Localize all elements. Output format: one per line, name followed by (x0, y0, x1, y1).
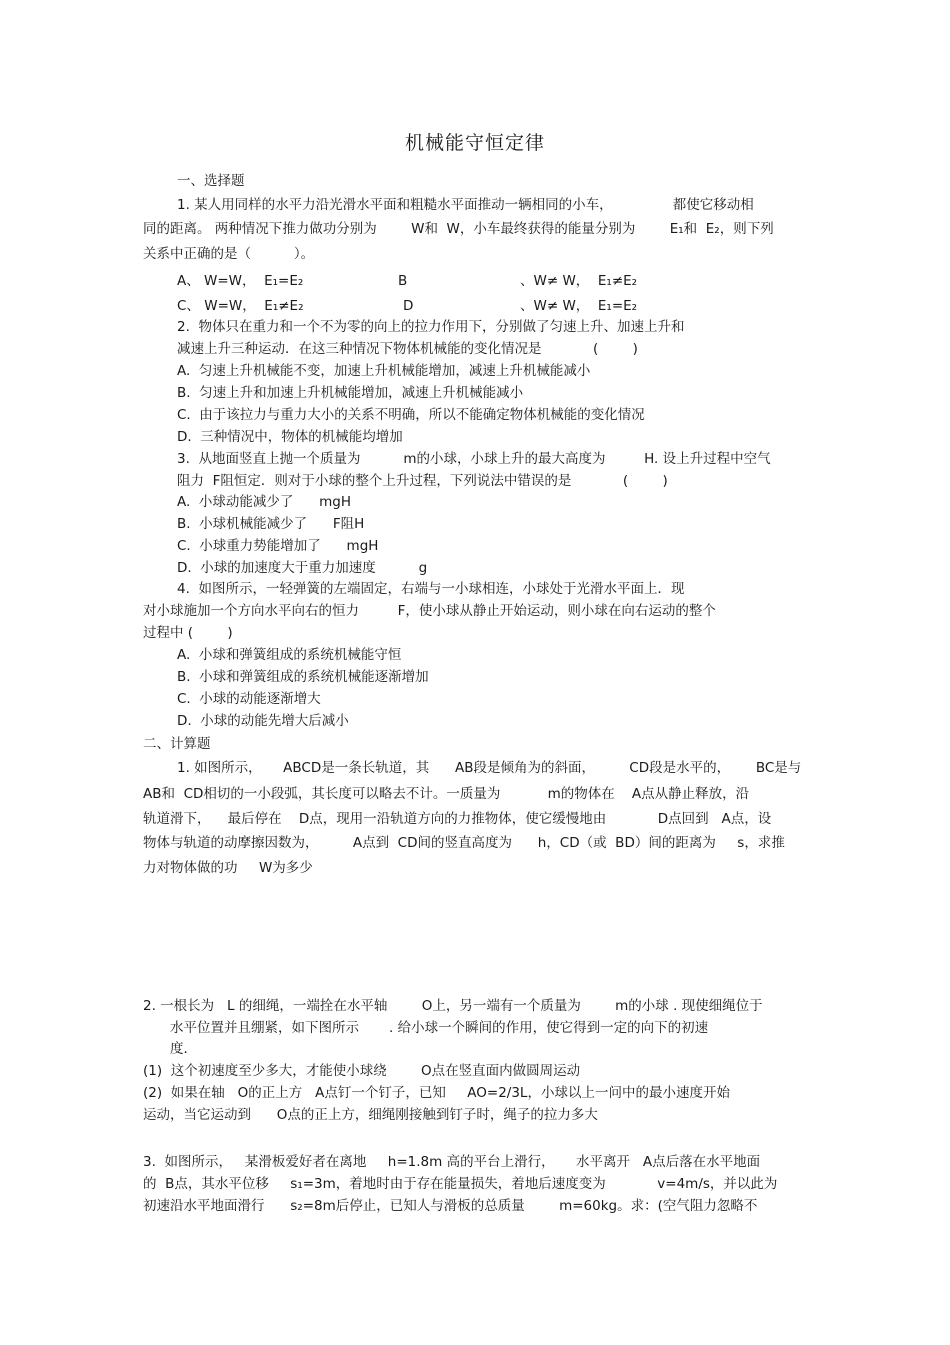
q4-line2: 对小球施加一个方向水平向右的恒力 F，使小球从静止开始运动，则小球在向右运动的整个 (143, 603, 716, 619)
q3-option-a: A. 小球动能减少了 mgH (177, 494, 351, 510)
page-title: 机械能守恒定律 (404, 132, 545, 154)
q2-option-d: D. 三种情况中，物体的机械能均增加 (177, 429, 403, 445)
q2-option-a: A. 匀速上升机械能不变，加速上升机械能增加，减速上升机械能减小 (177, 363, 591, 379)
c1-line1: 1. 如图所示， ABCD是一条长轨道，其 AB段是倾角为的斜面， CD段是水平的， BC是与 (177, 760, 802, 776)
q3-option-b: B. 小球机械能减少了 F阻H (177, 516, 365, 532)
c2-line5: (2) 如果在轴 O的正上方 A点钉一个钉子，已知 AO=2/3L，小球以上一问中的最小速度开始 (143, 1085, 730, 1101)
q4-option-d: D. 小球的动能先增大后减小 (177, 713, 349, 729)
q1-line3: 关系中正确的是（ ）。 (143, 246, 315, 262)
q4-line1: 4. 如图所示，一轻弹簧的左端固定，右端与一小球相连，小球处于光滑水平面上．现 (177, 581, 685, 597)
q1-line1: 1. 某人用同样的水平力沿光滑水平面和粗糙水平面推动一辆相同的小车， 都使它移动相 (177, 197, 754, 213)
q1-option-a: A、 W=W， E₁=E₂ (177, 273, 304, 289)
c1-line3: 轨道滑下， 最后停在 D点，现用一沿轨道方向的力推物体，使它缓慢地由 D点回到 A点，设 (143, 811, 772, 827)
c1-line5: 力对物体做的功 W为多少 (143, 860, 313, 876)
section-heading-choice: 一、选择题 (177, 173, 245, 189)
q1-option-d-letter: D (403, 298, 414, 314)
q4-option-a: A. 小球和弹簧组成的系统机械能守恒 (177, 647, 402, 663)
c1-line2: AB和 CD相切的一小段弧，其长度可以略去不计。一质量为 m的物体在 A点从静止释放，沿 (143, 786, 750, 802)
q1-option-b-letter: B (398, 273, 408, 289)
q4-line3: 过程中 ( ) (143, 625, 233, 641)
q4-option-c: C. 小球的动能逐渐增大 (177, 691, 321, 707)
section-heading-calc: 二、计算题 (143, 736, 211, 752)
c3-line1: 3. 如图所示， 某滑板爱好者在离地 h=1.8m 高的平台上滑行， 水平离开 A点后落在水平地面 (143, 1154, 761, 1170)
q3-line2: 阻力 F阻恒定．则对于小球的整个上升过程，下列说法中错误的是 ( ) (177, 473, 668, 489)
q2-option-c: C. 由于该拉力与重力大小的关系不明确，所以不能确定物体机械能的变化情况 (177, 407, 645, 423)
q3-option-c: C. 小球重力势能增加了 mgH (177, 538, 379, 554)
c2-line2: 水平位置并且绷紧，如下图所示 . 给小球一个瞬间的作用，使它得到一定的向下的初速 (170, 1020, 709, 1036)
q1-option-b: 、W≠ W， E₁≠E₂ (520, 273, 638, 289)
c2-line6: 运动，当它运动到 O点的正上方，细绳刚接触到钉子时，绳子的拉力多大 (143, 1107, 598, 1123)
c3-line2: 的 B点，其水平位移 s₁=3m，着地时由于存在能量损失，着地后速度变为 v=4m/s，并以此为 (143, 1176, 778, 1192)
q1-option-c: C、 W=W， E₁≠E₂ (177, 298, 304, 314)
q1-line2: 同的距离。 两种情况下推力做功分别为 W和 W，小车最终获得的能量分别为 E₁和 E₂，则下列 (143, 221, 774, 237)
q2-option-b: B. 匀速上升和加速上升机械能增加，减速上升机械能减小 (177, 385, 524, 401)
q1-option-d: 、W≠ W， E₁=E₂ (520, 298, 638, 314)
q3-line1: 3. 从地面竖直上抛一个质量为 m的小球，小球上升的最大高度为 H. 设上升过程中空气 (177, 451, 771, 467)
c2-line3: 度． (170, 1041, 197, 1057)
q4-option-b: B. 小球和弹簧组成的系统机械能逐渐增加 (177, 669, 429, 685)
q2-line1: 2. 物体只在重力和一个不为零的向上的拉力作用下，分别做了匀速上升、加速上升和 (177, 319, 685, 335)
c2-line1: 2. 一根长为 L 的细绳，一端拴在水平轴 O上，另一端有一个质量为 m的小球 . 现使细绳位于 (143, 998, 763, 1014)
c2-line4: (1) 这个初速度至少多大，才能使小球绕 O点在竖直面内做圆周运动 (143, 1063, 581, 1079)
q3-option-d: D. 小球的加速度大于重力加速度 g (177, 560, 428, 576)
c3-line3: 初速沿水平地面滑行 s₂=8m后停止，已知人与滑板的总质量 m=60kg。求：(空气阻力忽略不 (143, 1198, 758, 1214)
c1-line4: 物体与轨道的动摩擦因数为， A点到 CD间的竖直高度为 h，CD（或 BD）间的距离为 s，求推 (143, 835, 785, 851)
q2-line2: 减速上升三种运动．在这三种情况下物体机械能的变化情况是 ( ) (177, 341, 638, 357)
